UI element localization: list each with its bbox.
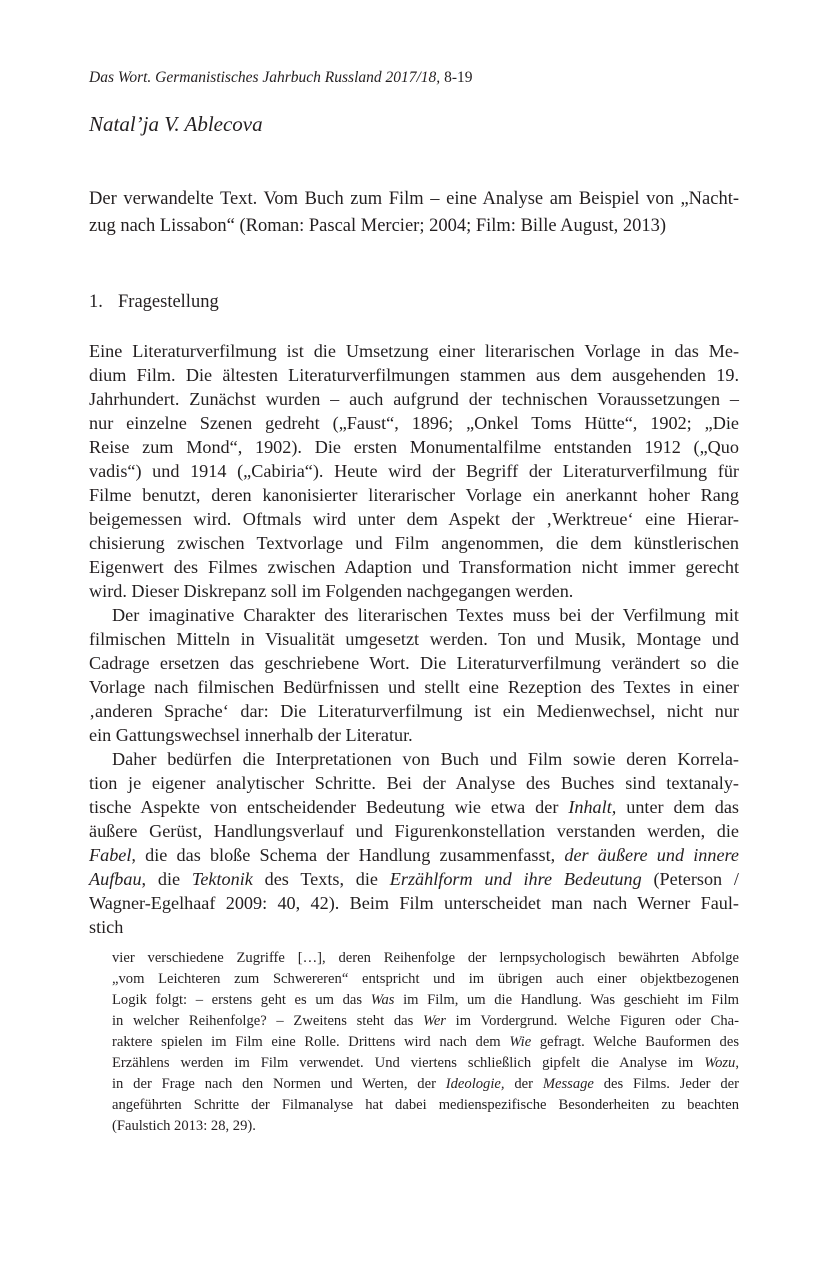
italic-run: der äußere und innere [564, 845, 739, 865]
body-line [89, 843, 739, 867]
body-line: Reise zum Mond“, 1902). Die ersten Monumentalfilme entstanden 1912 („Quo [89, 437, 739, 457]
body-line [89, 795, 739, 819]
quote-line [112, 1032, 739, 1053]
italic-run: Wozu [704, 1055, 736, 1071]
body-line: tion je eigener analytischer Schritte. Bei der Analyse des Buches sind textanaly- [89, 773, 739, 793]
body-line: Daher bedürfen die Interpretationen von Buch und Film sowie deren Korrela- [112, 749, 739, 769]
text-run: unter dem das [616, 797, 739, 817]
body-line: äußere Gerüst, Handlungsverlauf und Figurenkonstellation verstanden werden, die [89, 821, 739, 841]
italic-run: Inhalt, [568, 797, 617, 817]
body-line: Wagner-Egelhaaf 2009: 40, 42). Beim Film unterscheidet man nach Werner Faul- [89, 893, 739, 913]
quote-line: „vom Leichteren zum Schwereren“ entspricht und im übrigen auch einer objektbezogenen [112, 971, 739, 987]
italic-run: Wie [509, 1034, 532, 1050]
quote-line: vier verschiedene Zugriffe […], deren Reihenfolge der lernpsychologisch bewährten Abfolge [112, 950, 739, 966]
italic-run: Wer [423, 1013, 446, 1029]
body-line: wird. Dieser Diskrepanz soll im Folgenden nachgegangen werden. [89, 581, 574, 601]
body-line: Vorlage nach filmischen Bedürfnissen und stellt eine Rezeption des Textes in einer [89, 677, 739, 697]
body-text [89, 339, 739, 939]
body-line: Der imaginative Charakter des literarischen Textes muss bei der Verfilmung mit [112, 605, 739, 625]
quote-line [112, 1053, 739, 1074]
article-title [89, 186, 739, 240]
text-run: im Film, um die Handlung. Was geschieht im Film [394, 992, 740, 1008]
text-run: (Peterson / [641, 869, 739, 889]
quote-line [112, 1011, 739, 1032]
text-run: die das bloße Schema der Handlung zusammenfasst, [135, 845, 565, 865]
body-line: filmischen Mitteln in Visualität umgesetzt werden. Ton und Musik, Montage und [89, 629, 739, 649]
quote-line: angeführten Schritte der Filmanalyse hat dabei medienspezifische Besonderheiten zu beachten [112, 1097, 739, 1113]
body-line: Cadrage ersetzen das geschriebene Wort. Die Literaturverfilmung verändert so die [89, 653, 739, 673]
body-line: ‚anderen Sprache‘ dar: Die Literaturverfilmung ist ein Medienwechsel, nicht nur [89, 701, 739, 721]
italic-run: Was [370, 992, 395, 1008]
body-line: nur einzelne Szenen gedreht („Faust“, 1896; „Onkel Toms Hütte“, 1902; „Die [89, 413, 739, 433]
body-line: beigemessen wird. Oftmals wird unter dem Aspekt der ‚Werktreue‘ eine Hierar- [89, 509, 739, 529]
text-run: der [504, 1076, 543, 1092]
body-line: stich [89, 917, 124, 937]
body-line: dium Film. Die ältesten Literaturverfilmungen stammen aus dem ausgehenden 19. [89, 365, 739, 385]
journal-title: Das Wort. Germanistisches Jahrbuch Russland 2017/18, [89, 69, 441, 86]
section-heading [89, 288, 219, 316]
body-line: vadis“) und 1914 („Cabiria“). Heute wird der Begriff der Literaturverfilmung für [89, 461, 739, 481]
title-line: Der verwandelte Text. Vom Buch zum Film – eine Analyse am Beispiel von „Nacht- [89, 189, 739, 209]
body-line: ein Gattungswechsel innerhalb der Literatur. [89, 725, 413, 745]
body-line [89, 867, 739, 891]
italic-run: Fabel, [89, 845, 136, 865]
italic-run: Ideologie, [445, 1076, 505, 1092]
journal-header [89, 68, 472, 88]
author-name: Natal’ja V. Ablecova [89, 112, 263, 136]
text-run: des Texts, die [252, 869, 390, 889]
block-quote [112, 948, 739, 1137]
page-range: 8-19 [440, 69, 473, 86]
body-line: Eine Literaturverfilmung ist die Umsetzung einer literarischen Vorlage in das Me- [89, 341, 739, 361]
text-run: Logik folgt: – erstens geht es um das [112, 992, 371, 1008]
italic-run: Erzählform und ihre Bedeutung [389, 869, 642, 889]
text-run: , [735, 1055, 739, 1071]
body-line: chisierung zwischen Textvorlage und Film angenommen, die dem künstlerischen [89, 533, 739, 553]
quote-line [112, 1074, 739, 1095]
body-line: Eigenwert des Filmes zwischen Adaption und Transformation nicht immer gerecht [89, 557, 739, 577]
text-run: tische Aspekte von entscheidender Bedeutung wie etwa der [89, 797, 569, 817]
text-run: raktere spielen im Film eine Rolle. Drittens wird nach dem [112, 1034, 510, 1050]
body-line: Filme benutzt, deren kanonisierter literarischer Vorlage ein anerkannt hoher Rang [89, 485, 739, 505]
italic-run: Tektonik [191, 869, 253, 889]
quote-line: (Faulstich 2013: 28, 29). [112, 1118, 256, 1134]
text-run: , die [141, 869, 192, 889]
text-run: im Vordergrund. Welche Figuren oder Cha- [445, 1013, 739, 1029]
text-run: in der Frage nach den Normen und Werten, der [112, 1076, 446, 1092]
text-run: in welcher Reihenfolge? – Zweitens steht das [112, 1013, 423, 1029]
text-run: des Films. Jeder der [593, 1076, 739, 1092]
section-title: Fragestellung [118, 292, 219, 312]
body-line: Jahrhundert. Zunächst wurden – auch aufgrund der technischen Voraussetzungen – [89, 389, 739, 409]
quote-line [112, 990, 739, 1011]
title-line: zug nach Lissabon“ (Roman: Pascal Mercier; 2004; Film: Bille August, 2013) [89, 216, 667, 236]
italic-run: Message [542, 1076, 594, 1092]
text-run: gefragt. Welche Bauformen des [531, 1034, 739, 1050]
text-run: Erzählens werden im Film verwendet. Und viertens schließlich gipfelt die Analyse im [112, 1055, 705, 1071]
italic-run: Aufbau [89, 869, 142, 889]
section-number: 1. [89, 292, 103, 312]
